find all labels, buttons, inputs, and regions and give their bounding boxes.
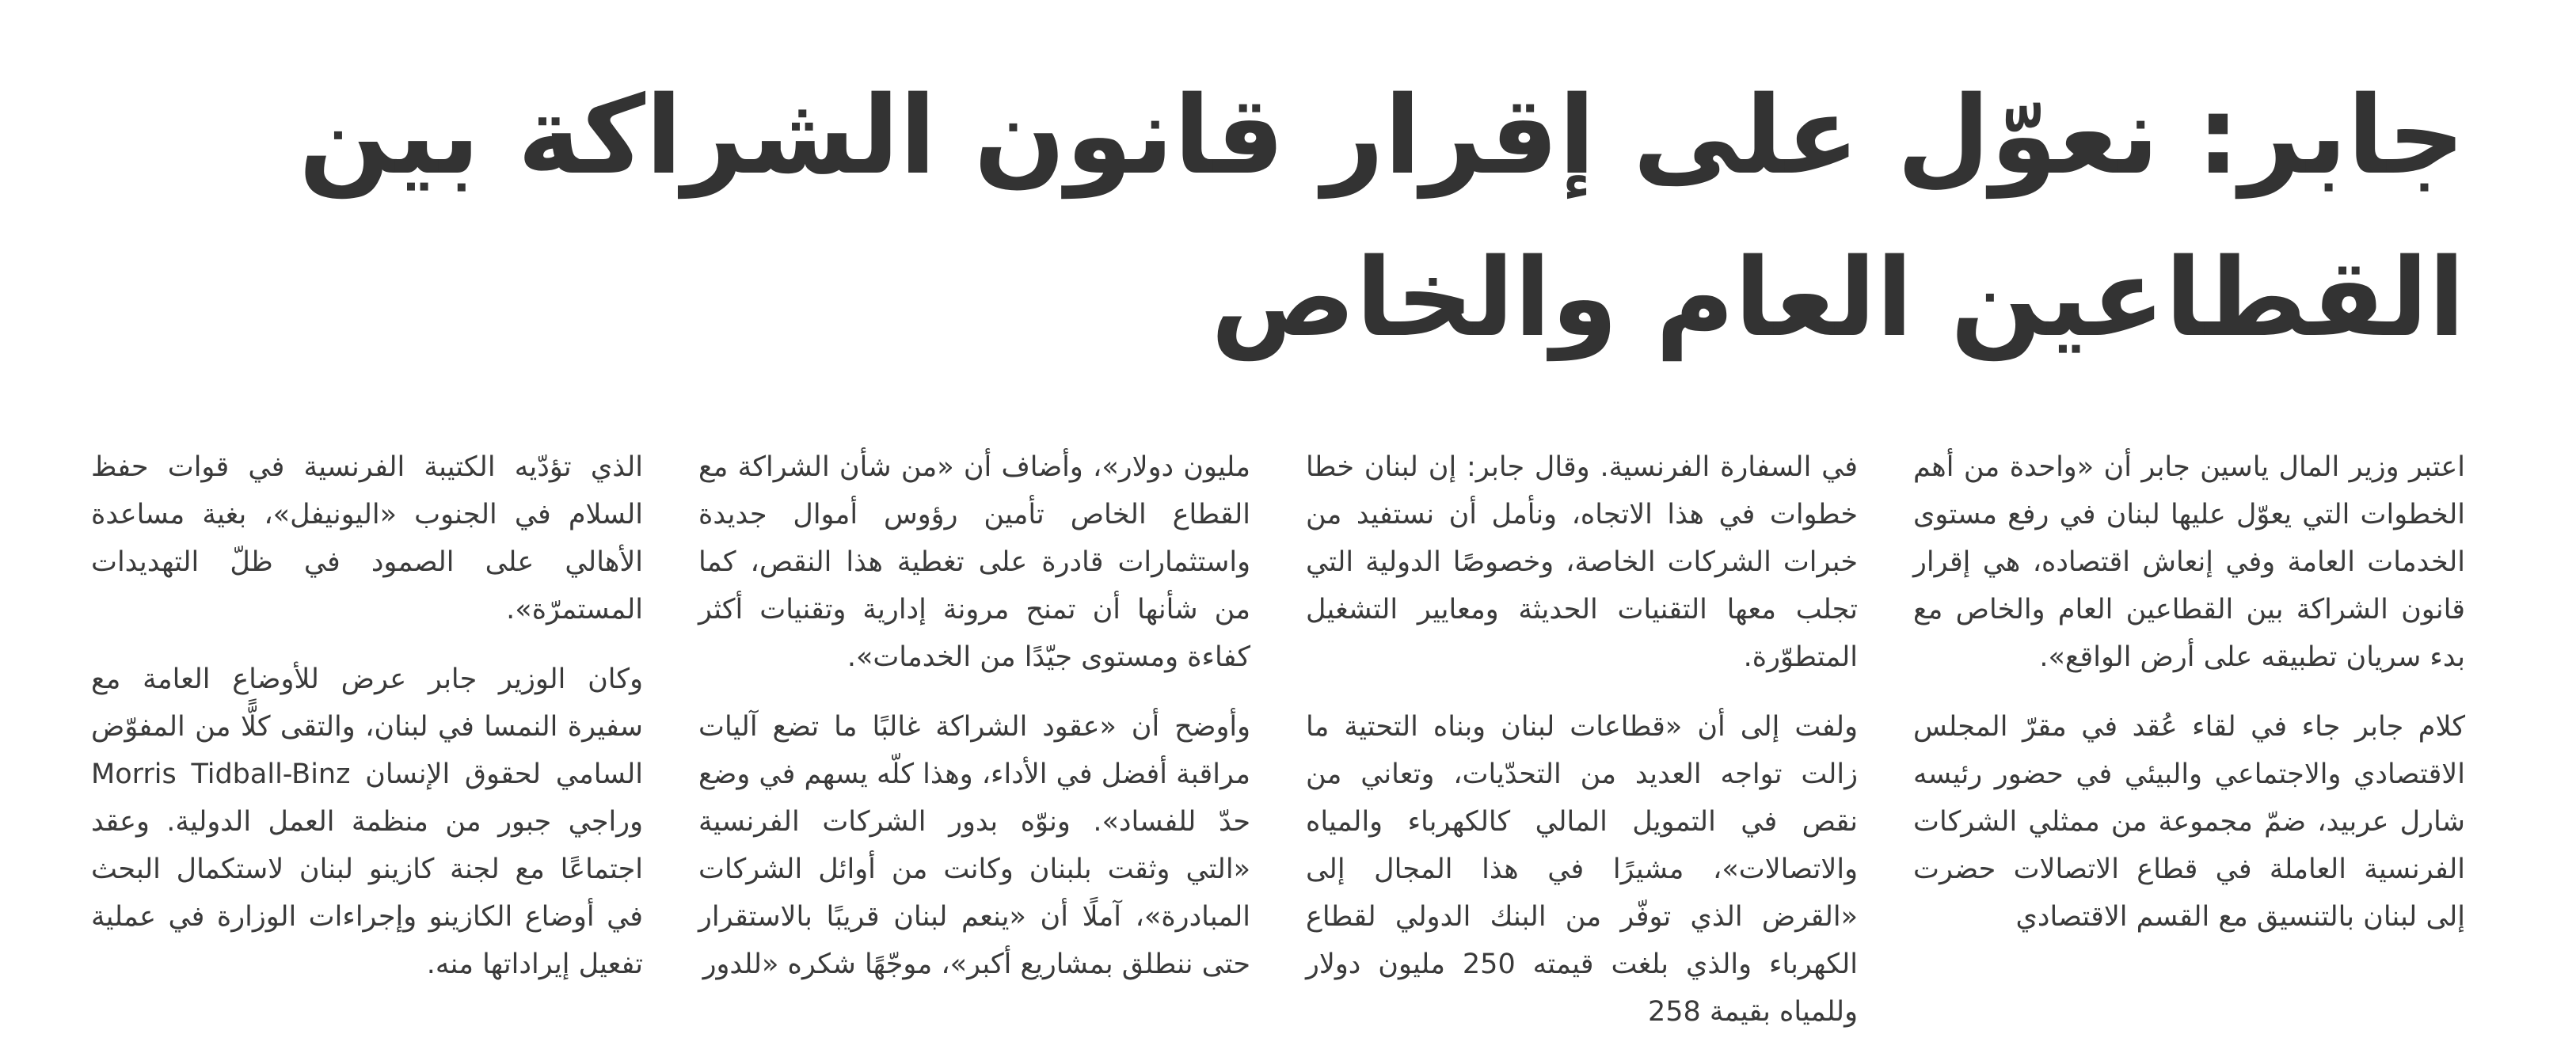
article-body (89, 443, 2465, 1028)
article-column-4 (91, 443, 643, 998)
headline-line-1: جابر: نعوّل على إقرار قانون الشراكة بين (299, 74, 2465, 199)
paragraph: في السفارة الفرنسية. وقال جابر: إن لبنان خطا خطوات في هذا الاتجاه، ونأمل أن نستفيد من خبرات الشركات الخاصة، وخصوصًا الدولية التي تجلب معها التقنيات الحديثة ومعايير التشغيل المتطوّرة. (1306, 451, 1858, 673)
paragraph: وكان الوزير جابر عرض للأوضاع العامة مع سفيرة النمسا في لبنان، والتقى كلًّا من المفوّض السامي لحقوق الإنسان Morris Tidball-Binz وراجي جبور من منظمة العمل الدولية. وعقد اجتماعًا مع لجنة كازينو لبنان لاستكمال البحث في أوضاع الكازينو وإجراءات الوزارة في عملية تفعيل إيراداتها منه. (91, 663, 643, 980)
paragraph: كلام جابر جاء في لقاء عُقد في مقرّ المجلس الاقتصادي والاجتماعي والبيئي في حضور رئيسه شارل عربيد، ضمّ مجموعة من ممثلي الشركات الفرنسية العاملة في قطاع الاتصالات حضرت إلى لبنان بالتنسيق مع القسم الاقتصادي (1913, 711, 2465, 933)
paragraph: مليون دولار»، وأضاف أن «من شأن الشراكة مع القطاع الخاص تأمين رؤوس أموال جديدة واستثمارات قادرة على تغطية هذا النقص، كما من شأنها أن تمنح مرونة إدارية وتقنيات أكثر كفاءة ومستوى جيّدًا من الخدمات». (698, 451, 1250, 673)
paragraph: وأوضح أن «عقود الشراكة غالبًا ما تضع آليات مراقبة أفضل في الأداء، وهذا كلّه يسهم في وضع حدّ للفساد». ونوّه بدور الشركات الفرنسية «التي وثقت بلبنان وكانت من أوائل الشركات المبادرة»، آملًا أن «ينعم لبنان قريبًا بالاستقرار حتى ننطلق بمشاريع أكبر»، موجّهًا شكره «للدور (698, 711, 1250, 980)
article-column-2 (1306, 443, 1858, 1028)
paragraph: ولفت إلى أن «قطاعات لبنان وبناه التحتية ما زالت تواجه العديد من التحدّيات، وتعاني من نقص في التمويل المالي كالكهرباء والمياه والاتصالات»، مشيرًا في هذا المجال إلى «القرض الذي توفّر من البنك الدولي لقطاع الكهرباء والذي بلغت قيمته 250 مليون دولار وللمياه بقيمة 258 (1306, 711, 1858, 1028)
article-column-1 (1913, 443, 2465, 998)
paragraph: الذي تؤدّيه الكتيبة الفرنسية في قوات حفظ السلام في الجنوب «اليونيفل»، بغية مساعدة الأهالي على الصمود في ظلّ التهديدات المستمرّة». (91, 451, 643, 625)
article-column-3 (698, 443, 1250, 998)
headline-line-2: القطاعين العام والخاص (1210, 236, 2465, 361)
paragraph: اعتبر وزير المال ياسين جابر أن «واحدة من أهم الخطوات التي يعوّل عليها لبنان في رفع مستوى الخدمات العامة وفي إنعاش اقتصاده، هي إقرار قانون الشراكة بين القطاعين العام والخاص مع بدء سريان تطبيقه على أرض الواقع». (1913, 451, 2465, 673)
article-headline (299, 55, 2465, 380)
